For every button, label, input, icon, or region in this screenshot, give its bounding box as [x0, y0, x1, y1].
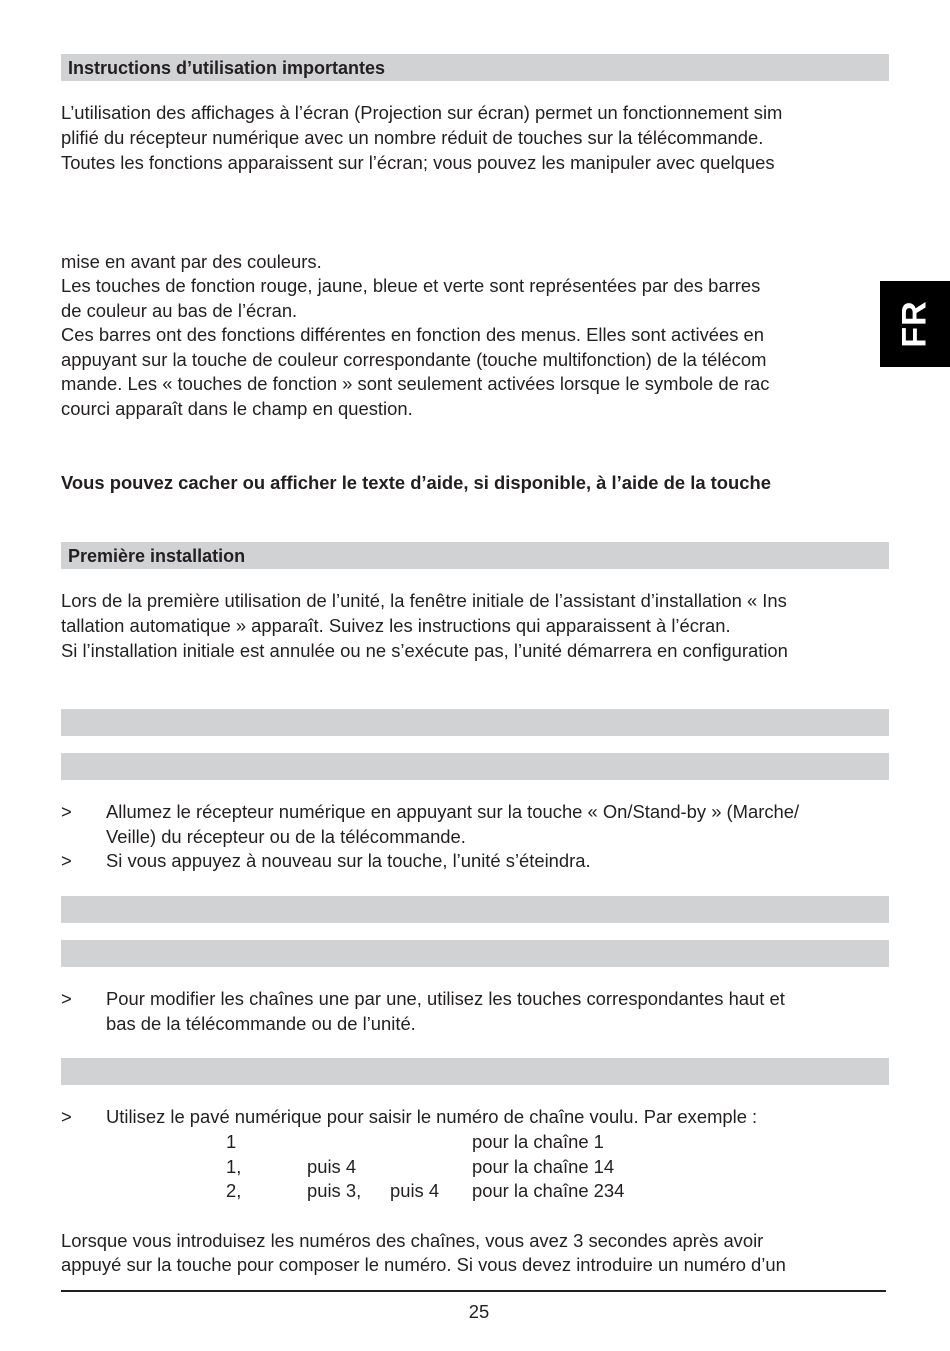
footer-rule [61, 1290, 886, 1292]
section-heading-bar [61, 542, 889, 569]
bullet-text: bas de la télécommande ou de l’unité. [106, 1013, 416, 1034]
paragraph-line: Si l’installation initiale est annulée ou ne s’exécute pas, l’unité démarrera en configuration [61, 640, 788, 661]
paragraph-line: Toutes les fonctions apparaissent sur l’écran; vous pouvez les manipuler avec quelques [61, 152, 775, 173]
paragraph-line: de couleur au bas de l’écran. [61, 300, 298, 321]
paragraph-line: Lorsque vous introduisez les numéros des chaînes, vous avez 3 secondes après avoir [61, 1230, 764, 1251]
paragraph-line: appuyé sur la touche pour composer le numéro. Si vous devez introduire un numéro d’un [61, 1254, 786, 1275]
empty-heading-bar [61, 940, 889, 967]
bullet-marker: > [61, 1106, 72, 1127]
bullet-marker: > [61, 850, 72, 871]
bullet-text: Pour modifier les chaînes une par une, utilisez les touches correspondantes haut et [106, 988, 785, 1009]
page-number: 25 [468, 1301, 490, 1322]
paragraph-line: courci apparaît dans le champ en question. [61, 398, 413, 419]
empty-heading-bar [61, 753, 889, 780]
bullet-text: Utilisez le pavé numérique pour saisir le numéro de chaîne voulu. Par exemple : [106, 1106, 758, 1127]
bullet-text: Allumez le récepteur numérique en appuyant sur la touche « On/Stand-by » (Marche/ [106, 801, 800, 822]
example-step: puis 3, [307, 1180, 362, 1201]
example-key: 1 [226, 1131, 237, 1152]
example-key: 2, [226, 1180, 242, 1201]
empty-heading-bar [61, 709, 889, 736]
example-key: 1, [226, 1156, 242, 1177]
bullet-marker: > [61, 801, 72, 822]
paragraph-line: L’utilisation des affichages à l’écran (Projection sur écran) permet un fonctionnement sim [61, 102, 783, 123]
bullet-text: Si vous appuyez à nouveau sur la touche, l’unité s’éteindra. [106, 850, 591, 871]
paragraph-line: Ces barres ont des fonctions différentes en fonction des menus. Elles sont activées en [61, 324, 764, 345]
bullet-marker: > [61, 988, 72, 1009]
help-note: Vous pouvez cacher ou afficher le texte d’aide, si disponible, à l’aide de la touche [61, 472, 771, 493]
paragraph-line: plifié du récepteur numérique avec un nombre réduit de touches sur la télécommande. [61, 127, 764, 148]
section-heading-bar [61, 54, 889, 81]
empty-heading-bar [61, 1058, 889, 1085]
example-result: pour la chaîne 14 [472, 1156, 615, 1177]
example-step: puis 4 [390, 1180, 440, 1201]
paragraph-line: tallation automatique » apparaît. Suivez les instructions qui apparaissent à l’écran. [61, 615, 731, 636]
language-tab-label: FR [895, 300, 934, 348]
language-tab [880, 281, 950, 367]
example-step: puis 4 [307, 1156, 357, 1177]
example-result: pour la chaîne 234 [472, 1180, 625, 1201]
example-result: pour la chaîne 1 [472, 1131, 604, 1152]
paragraph-line: mise en avant par des couleurs. [61, 251, 322, 272]
bullet-text: Veille) du récepteur ou de la télécommande. [106, 826, 466, 847]
section-heading: Première installation [68, 546, 246, 566]
section-heading: Instructions d’utilisation importantes [68, 58, 386, 78]
paragraph-line: mande. Les « touches de fonction » sont seulement activées lorsque le symbole de rac [61, 373, 770, 394]
paragraph-line: appuyant sur la touche de couleur correspondante (touche multifonction) de la télécom [61, 349, 767, 370]
paragraph-line: Les touches de fonction rouge, jaune, bleue et verte sont représentées par des barres [61, 275, 761, 296]
paragraph-line: Lors de la première utilisation de l’unité, la fenêtre initiale de l’assistant d’installation « Ins [61, 590, 787, 611]
empty-heading-bar [61, 896, 889, 923]
